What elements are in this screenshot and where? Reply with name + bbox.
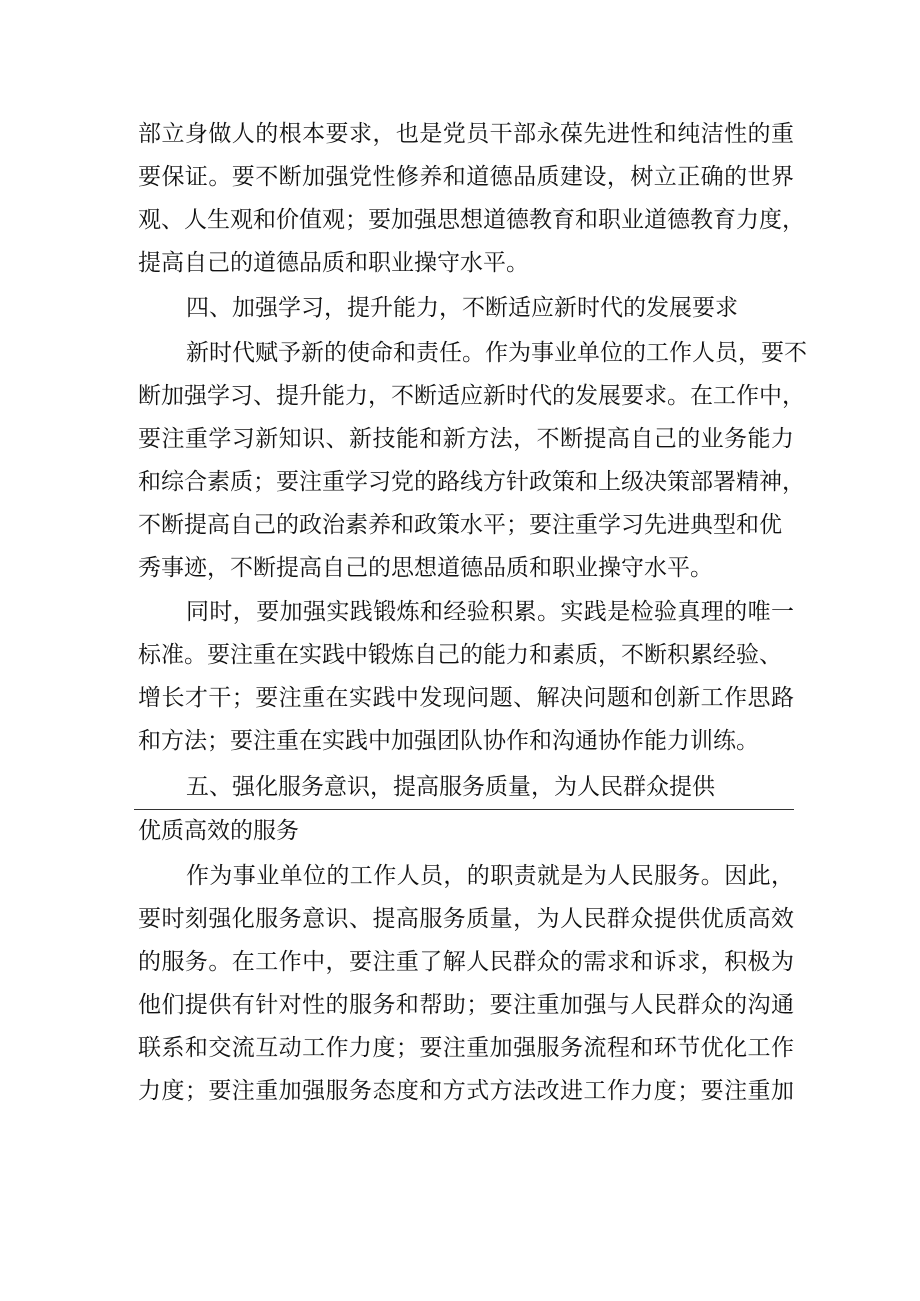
paragraph-line: 要保证。要不断加强党性修养和道德品质建设，树立正确的世界 (138, 164, 794, 190)
paragraph-line: 联系和交流互动工作力度；要注重加强服务流程和环节优化工作 (138, 1035, 794, 1061)
paragraph-line: 他们提供有针对性的服务和帮助；要注重加强与人民群众的沟通 (138, 992, 794, 1018)
section-4-heading: 四、加强学习，提升能力，不断适应新时代的发展要求 (186, 295, 738, 321)
paragraph-line: 秀事迹，不断提高自己的思想道德品质和职业操守水平。 (138, 555, 713, 581)
section-5-heading-line-2: 优质高效的服务 (138, 818, 299, 844)
paragraph-line: 不断提高自己的政治素养和政策水平；要注重学习先进典型和优 (138, 512, 782, 538)
paragraph-line: 提高自己的道德品质和职业操守水平。 (138, 250, 529, 276)
paragraph-line: 增长才干；要注重在实践中发现问题、解决问题和创新工作思路 (138, 685, 794, 711)
horizontal-rule (134, 809, 794, 810)
paragraph-line: 的服务。在工作中，要注重了解人民群众的需求和诉求，积极为 (138, 949, 794, 975)
paragraph-line: 要时刻强化服务意识、提高服务质量，为人民群众提供优质高效 (138, 906, 794, 932)
paragraph-line: 标准。要注重在实践中锻炼自己的能力和素质，不断积累经验、 (138, 642, 782, 668)
paragraph-line: 力度；要注重加强服务态度和方式方法改进工作力度；要注重加 (138, 1078, 794, 1104)
paragraph-line: 断加强学习、提升能力，不断适应新时代的发展要求。在工作中， (138, 383, 805, 409)
paragraph-line: 部立身做人的根本要求，也是党员干部永葆先进性和纯洁性的重 (138, 121, 794, 147)
paragraph-line: 要注重学习新知识、新技能和新方法，不断提高自己的业务能力 (138, 426, 794, 452)
paragraph-line: 和综合素质；要注重学习党的路线方针政策和上级决策部署精神， (138, 469, 805, 495)
paragraph-line: 新时代赋予新的使命和责任。作为事业单位的工作人员，要不 (186, 340, 807, 366)
paragraph-line: 作为事业单位的工作人员，的职责就是为人民服务。因此， (186, 863, 794, 889)
paragraph-line: 同时，要加强实践锻炼和经验积累。实践是检验真理的唯一 (186, 599, 794, 625)
paragraph-line: 和方法；要注重在实践中加强团队协作和沟通协作能力训练。 (138, 728, 759, 754)
paragraph-line: 观、人生观和价值观；要加强思想道德教育和职业道德教育力度， (138, 207, 805, 233)
section-5-heading-line-1: 五、强化服务意识，提高服务质量，为人民群众提供 (186, 774, 715, 800)
